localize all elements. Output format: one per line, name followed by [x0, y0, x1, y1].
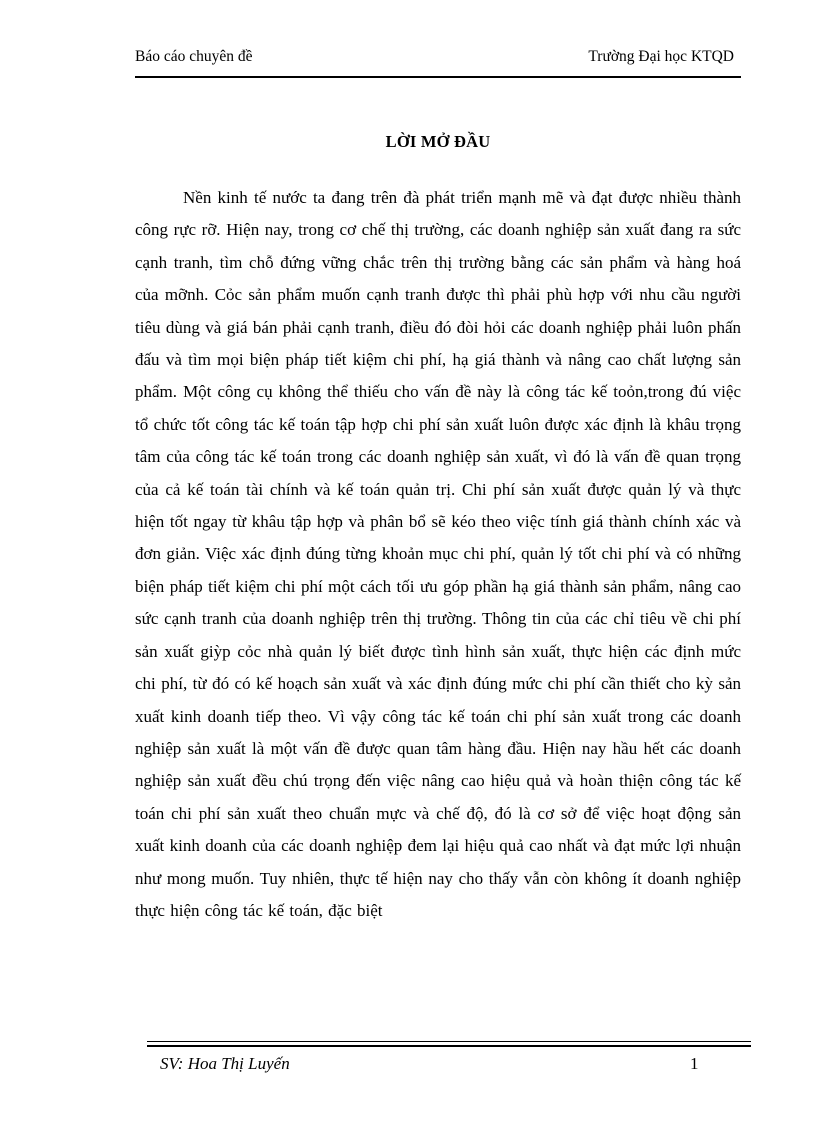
- footer-divider-thin: [147, 1041, 751, 1042]
- header-divider: [135, 76, 741, 78]
- page-title: LỜI MỞ ĐẦU: [385, 132, 491, 151]
- footer-divider-thick: [147, 1045, 751, 1047]
- footer-page-number: 1: [690, 1054, 699, 1073]
- header-report-title: Báo cáo chuyên đề: [135, 48, 253, 65]
- body-paragraph: Nền kinh tế nước ta đang trên đà phát triển mạnh mẽ và đạt được nhiều thành công rực rỡ. Hiện nay, trong cơ chế thị trường, các doanh nghiệp sản xuất đang ra sức cạnh tranh, tìm chỗ đứng vững chắc trên thị trường bằng các sản phẩm và hàng hoá của mỡnh. Cỏc sản phẩm muốn cạnh tranh được thì phải phù hợp với nhu cầu người tiêu dùng và giá bán phải cạnh tranh, điều đó đòi hỏi các doanh nghiệp phải luôn phấn đấu và tìm mọi biện pháp tiết kiệm chi phí, hạ giá thành và nâng cao chất lượng sản phẩm. Một công cụ không thể thiếu cho vấn đề này là công tác kế toỏn,trong đú việc tổ chức tốt công tác kế toán tập hợp chi phí sản xuất luôn được xác định là khâu trọng tâm của công tác kế toán trong các doanh nghiệp sản xuất, vì đó là vấn đề quan trọng của cả kế toán tài chính và kế toán quản trị. Chi phí sản xuất được quản lý và thực hiện tốt ngay từ khâu tập hợp và phân bổ sẽ kéo theo việc tính giá thành chính xác và đơn giản. Việc xác định đúng từng khoản mục chi phí, quản lý tốt chi phí và có những biện pháp tiết kiệm chi phí một cách tối ưu góp phần hạ giá thành sản phẩm, nâng cao sức cạnh tranh của doanh nghiệp trên thị trường. Thông tin của các chỉ tiêu về chi phí sản xuất giỳp cỏc nhà quản lý biết được tình hình sản xuất, thực hiện các định mức chi phí, từ đó có kế hoạch sản xuất và xác định đúng mức chi phí cần thiết cho kỳ sản xuất kinh doanh tiếp theo. Vì vậy công tác kế toán chi phí sản xuất trong các doanh nghiệp sản xuất là một vấn đề được quan tâm hàng đầu. Hiện nay hầu hết các doanh nghiệp sản xuất đều chú trọng đến việc nâng cao hiệu quả và hoàn thiện công tác kế toán chi phí sản xuất theo chuẩn mực và chế độ, đó là cơ sở để việc hoạt động sản xuất kinh doanh của các doanh nghiệp đem lại hiệu quả cao nhất và đạt mức lợi nhuận như mong muốn. Tuy nhiên, thực tế hiện nay cho thấy vẫn còn không ít doanh nghiệp thực hiện công tác kế toán, đặc biệt: [135, 188, 741, 920]
- page-header: [135, 48, 741, 70]
- header-university: Trường Đại học KTQD: [588, 48, 734, 65]
- footer-author: SV: Hoa Thị Luyến: [160, 1054, 290, 1073]
